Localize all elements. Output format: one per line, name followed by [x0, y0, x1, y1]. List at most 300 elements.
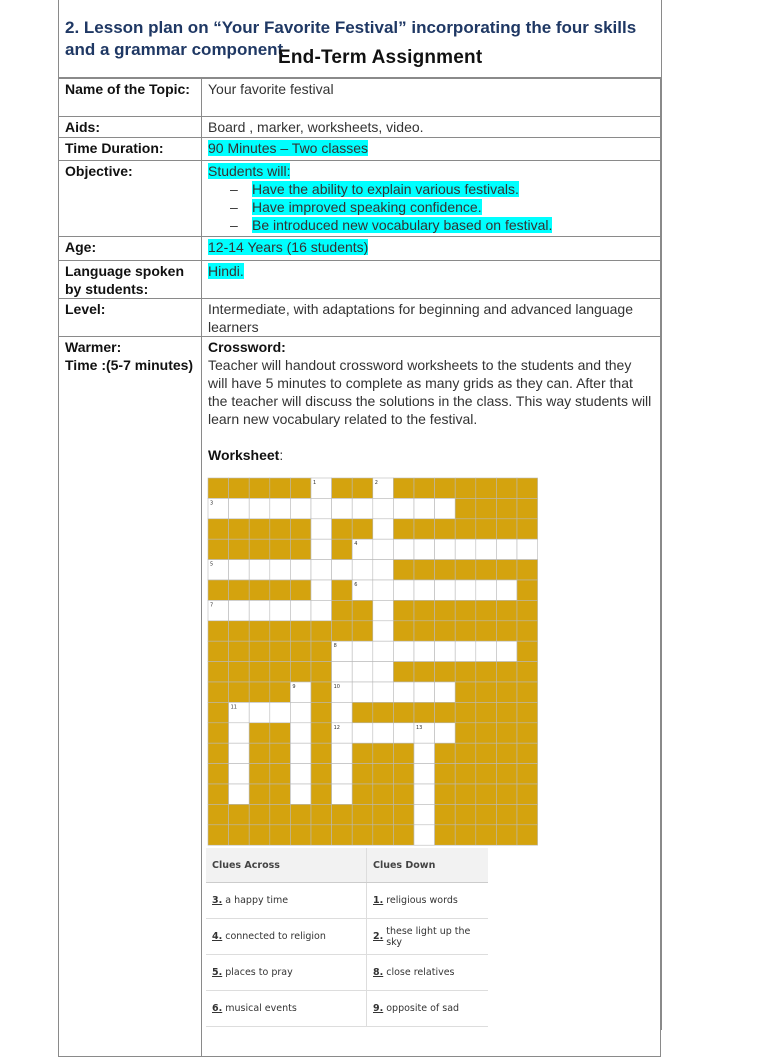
table-row [59, 237, 661, 261]
crossword-cell-block [229, 539, 250, 559]
list-item: – Have the ability to explain various festivals. [230, 181, 519, 197]
crossword-cell-block [496, 682, 517, 702]
crossword-cell-block [476, 621, 497, 641]
table-row [59, 138, 661, 161]
crossword-cell-block [208, 743, 229, 763]
crossword-cell-block [435, 804, 456, 824]
crossword-cell-block [435, 784, 456, 804]
crossword-cell-block [332, 804, 353, 824]
crossword-cell-block [373, 825, 394, 845]
lesson-plan-heading: 2. Lesson plan on “Your Favorite Festival” incorporating the four skills and a grammar component [65, 18, 637, 59]
crossword-cell-block [496, 784, 517, 804]
clue-across: connected to religion [225, 931, 326, 942]
crossword-cell-block [455, 560, 476, 580]
crossword-cell-block [373, 764, 394, 784]
crossword-cell-block [496, 743, 517, 763]
crossword-cell-block [476, 498, 497, 518]
crossword-cell-open [393, 641, 414, 661]
crossword-cell-block [435, 478, 456, 498]
crossword-cell-open [311, 600, 332, 620]
crossword-cell-block [249, 723, 270, 743]
crossword-cell-block [311, 825, 332, 845]
crossword-cell-block [455, 621, 476, 641]
crossword-cell-open [249, 702, 270, 722]
warmer-description: Teacher will handout crossword worksheets to the students and they will have 5 minutes to complete as many grids as they can. After that the teacher will discuss the solutions in the class. This way students will learn new vocabulary related to the festival. [208, 357, 652, 427]
crossword-cell-open [414, 764, 435, 784]
crossword-cell-open [290, 702, 311, 722]
crossword-cell-block [496, 723, 517, 743]
topic-label: Name of the Topic: [59, 79, 202, 117]
crossword-cell-block [208, 784, 229, 804]
crossword-cell-block [414, 519, 435, 539]
aids-value: Board , marker, worksheets, video. [202, 117, 661, 138]
clue-down: opposite of sad [386, 1003, 460, 1014]
crossword-cell-open [435, 539, 456, 559]
crossword-cell-open [373, 723, 394, 743]
crossword-cell-block [373, 743, 394, 763]
crossword-cell-open [435, 723, 456, 743]
warmer-label: Warmer: [65, 339, 122, 355]
crossword-cell-block [496, 519, 517, 539]
crossword-cell-block [455, 702, 476, 722]
crossword-cell-open [229, 560, 250, 580]
language-value: Hindi. [208, 263, 244, 279]
crossword-cell-open [393, 498, 414, 518]
crossword-cell-open [249, 600, 270, 620]
crossword-cell-block [435, 764, 456, 784]
crossword-cell-open [290, 743, 311, 763]
crossword-cell-block [517, 621, 538, 641]
crossword-cell-block [229, 621, 250, 641]
crossword-cell-open [435, 580, 456, 600]
crossword-cell-block [290, 641, 311, 661]
crossword-cell-open [311, 560, 332, 580]
crossword-cell-block [311, 723, 332, 743]
objective-intro: Students will: [208, 163, 291, 179]
crossword-cell-open [290, 498, 311, 518]
crossword-cell-block [229, 682, 250, 702]
crossword-cell-block [208, 621, 229, 641]
crossword-cell-block [290, 804, 311, 824]
crossword-cell-block [517, 519, 538, 539]
crossword-cell-open [476, 641, 497, 661]
crossword-cell-open [229, 743, 250, 763]
crossword-cell-block [352, 702, 373, 722]
crossword-cell-block [270, 621, 291, 641]
crossword-cell-block [435, 560, 456, 580]
crossword-cell-block [496, 825, 517, 845]
crossword-cell-block [311, 682, 332, 702]
crossword-cell-block [517, 580, 538, 600]
crossword-cell-block [208, 764, 229, 784]
crossword-cell-block [249, 825, 270, 845]
crossword-cell-block [455, 743, 476, 763]
table-row [59, 161, 661, 237]
crossword-cell-open [290, 784, 311, 804]
crossword-cell-block [352, 784, 373, 804]
crossword-cell-block [249, 539, 270, 559]
crossword-cell-open [290, 600, 311, 620]
crossword-cell-block [352, 621, 373, 641]
crossword-cell-block [270, 662, 291, 682]
crossword-cell-block [455, 723, 476, 743]
table-row: 5. places to pray 8. close relatives [206, 955, 488, 991]
crossword-number: 5 [210, 561, 214, 568]
crossword-cell-block [332, 580, 353, 600]
crossword-cell-block [393, 662, 414, 682]
crossword-cell-block [208, 702, 229, 722]
crossword-cell-open [332, 662, 353, 682]
crossword-cell-block [414, 478, 435, 498]
crossword-cell-block [290, 478, 311, 498]
crossword-cell-block [496, 662, 517, 682]
crossword-cell-block [249, 682, 270, 702]
crossword-cell-open [290, 764, 311, 784]
crossword-cell-block [270, 519, 291, 539]
crossword-cell-block [455, 498, 476, 518]
crossword-cell-open [373, 641, 394, 661]
crossword-cell-block [373, 804, 394, 824]
crossword-cell-block [393, 560, 414, 580]
crossword-cell-open [373, 560, 394, 580]
crossword-cell-block [455, 478, 476, 498]
crossword-cell-block [208, 662, 229, 682]
crossword-cell-open [290, 723, 311, 743]
crossword-cell-block [476, 723, 497, 743]
crossword-cell-block [435, 743, 456, 763]
crossword-cell-block [517, 560, 538, 580]
crossword-cell-block [332, 478, 353, 498]
crossword-cell-block [476, 600, 497, 620]
crossword-cell-block [332, 519, 353, 539]
crossword-cell-block [435, 702, 456, 722]
crossword-cell-open [373, 539, 394, 559]
clues-header-row [206, 848, 488, 883]
crossword-cell-block [455, 825, 476, 845]
crossword-cell-open [476, 580, 497, 600]
crossword-cell-open [496, 539, 517, 559]
list-item: – Be introduced new vocabulary based on festival. [230, 217, 553, 233]
crossword-cell-block [332, 825, 353, 845]
crossword-cell-open [332, 560, 353, 580]
crossword-cell-open [249, 498, 270, 518]
crossword-title: Crossword: [208, 339, 286, 355]
crossword-cell-block [517, 784, 538, 804]
crossword-cell-block [311, 702, 332, 722]
table-row: 4. connected to religion 2. these light up the sky [206, 919, 488, 955]
objective-label: Objective: [59, 161, 202, 237]
crossword-cell-block [496, 764, 517, 784]
crossword-cell-block [393, 621, 414, 641]
crossword-number: 12 [333, 724, 340, 731]
level-value: Intermediate, with adaptations for beginning and advanced language learners [202, 299, 661, 337]
crossword-cell-block [517, 498, 538, 518]
clue-down: these light up the sky [386, 925, 471, 948]
crossword-number: 4 [354, 541, 358, 548]
table-row: 6. musical events 9. opposite of sad [206, 991, 488, 1027]
crossword-cell-open [311, 539, 332, 559]
crossword-cell-open [414, 641, 435, 661]
crossword-cell-block [311, 804, 332, 824]
crossword-cell-block [311, 621, 332, 641]
crossword-cell-open [311, 498, 332, 518]
table-row: 3. a happy time 1. religious words [206, 883, 488, 919]
crossword-cell-open [373, 580, 394, 600]
crossword-cell-open [332, 764, 353, 784]
crossword-cell-block [476, 560, 497, 580]
crossword-cell-block [476, 519, 497, 539]
crossword-cell-block [249, 478, 270, 498]
crossword-cell-block [208, 539, 229, 559]
crossword-grid [207, 477, 539, 849]
crossword-cell-open [332, 498, 353, 518]
crossword-cell-block [393, 825, 414, 845]
crossword-cell-block [352, 743, 373, 763]
crossword-cell-open [414, 498, 435, 518]
crossword-cell-block [229, 662, 250, 682]
crossword-cell-open [352, 682, 373, 702]
clue-across: a happy time [225, 895, 289, 906]
crossword-cell-block [496, 702, 517, 722]
crossword-number: 10 [333, 684, 340, 690]
crossword-cell-block [476, 682, 497, 702]
crossword-cell-block [517, 682, 538, 702]
crossword-cell-block [476, 764, 497, 784]
crossword-cell-block [311, 784, 332, 804]
crossword-cell-block [496, 621, 517, 641]
crossword-cell-block [455, 804, 476, 824]
worksheet-label: Worksheet [208, 447, 280, 463]
crossword-cell-open [229, 784, 250, 804]
duration-value: 90 Minutes – Two classes [208, 140, 369, 156]
table-row [59, 79, 661, 117]
crossword-cell-open [352, 641, 373, 661]
crossword-cell-open [270, 600, 291, 620]
crossword-cell-block [414, 662, 435, 682]
clue-across: musical events [225, 1003, 297, 1014]
crossword-cell-block [352, 600, 373, 620]
crossword-cell-block [352, 519, 373, 539]
objective-list [208, 180, 654, 234]
crossword-cell-open [414, 743, 435, 763]
crossword-cell-block [393, 764, 414, 784]
crossword-cell-block [517, 662, 538, 682]
crossword-cell-block [517, 702, 538, 722]
crossword-cell-open [496, 641, 517, 661]
crossword-cell-open [373, 600, 394, 620]
crossword-cell-open [435, 498, 456, 518]
crossword-cell-block [208, 580, 229, 600]
crossword-cell-block [476, 784, 497, 804]
crossword-cell-block [270, 764, 291, 784]
crossword-cell-block [290, 580, 311, 600]
list-item: – Have improved speaking confidence. [230, 199, 482, 215]
crossword-cell-open [414, 825, 435, 845]
age-value: 12-14 Years (16 students) [208, 239, 369, 255]
crossword-cell-open [517, 539, 538, 559]
crossword-cell-block [476, 478, 497, 498]
crossword-cell-block [373, 702, 394, 722]
crossword-cell-block [249, 743, 270, 763]
crossword-cell-open [373, 621, 394, 641]
crossword-cell-block [208, 641, 229, 661]
crossword-cell-open [414, 580, 435, 600]
crossword-cell-block [393, 600, 414, 620]
crossword-cell-block [373, 784, 394, 804]
crossword-cell-block [476, 743, 497, 763]
crossword-cell-block [249, 580, 270, 600]
crossword-cell-open [352, 560, 373, 580]
warmer-time: Time :(5-7 minutes) [65, 357, 194, 373]
crossword-cell-block [393, 784, 414, 804]
crossword-cell-block [332, 600, 353, 620]
crossword-cell-open [270, 560, 291, 580]
crossword-cell-open [229, 498, 250, 518]
crossword-cell-block [455, 784, 476, 804]
age-label: Age: [59, 237, 202, 261]
crossword-cell-block [249, 804, 270, 824]
crossword-cell-block [229, 825, 250, 845]
crossword-cell-block [229, 580, 250, 600]
crossword-cell-block [290, 519, 311, 539]
table-row [59, 299, 661, 337]
crossword-cell-open [352, 723, 373, 743]
crossword-cell-block [290, 539, 311, 559]
crossword-cell-block [517, 825, 538, 845]
clue-across: places to pray [225, 967, 293, 978]
crossword-cell-block [352, 825, 373, 845]
crossword-cell-block [270, 804, 291, 824]
crossword-cell-block [229, 478, 250, 498]
crossword-cell-block [311, 764, 332, 784]
crossword-cell-block [435, 662, 456, 682]
crossword-cell-open [229, 764, 250, 784]
crossword-cell-block [517, 764, 538, 784]
crossword-cell-block [270, 539, 291, 559]
crossword-cell-block [414, 621, 435, 641]
clues-across-header: Clues Across [212, 859, 280, 871]
crossword-cell-open [393, 723, 414, 743]
crossword-cell-block [393, 743, 414, 763]
crossword-cell-block [476, 825, 497, 845]
crossword-cell-block [270, 825, 291, 845]
crossword-cell-block [414, 560, 435, 580]
crossword-cell-block [249, 641, 270, 661]
crossword-cell-block [517, 743, 538, 763]
crossword-cell-block [455, 600, 476, 620]
crossword-cell-block [270, 743, 291, 763]
crossword-cell-open [455, 580, 476, 600]
crossword-cell-open [229, 723, 250, 743]
clue-down: close relatives [386, 967, 455, 978]
crossword-cell-block [517, 804, 538, 824]
crossword-number: 9 [292, 684, 296, 690]
crossword-cell-block [270, 682, 291, 702]
crossword-cell-open [414, 804, 435, 824]
crossword-cell-block [332, 621, 353, 641]
crossword-cell-open [435, 682, 456, 702]
crossword-cell-block [229, 519, 250, 539]
crossword-cell-block [476, 702, 497, 722]
clues-table [206, 848, 488, 1027]
crossword-cell-block [352, 764, 373, 784]
aids-label: Aids: [59, 117, 202, 138]
clue-down: religious words [386, 895, 458, 906]
table-row [59, 261, 661, 299]
crossword-cell-open [455, 539, 476, 559]
crossword-number: 7 [210, 602, 214, 609]
crossword-cell-block [208, 478, 229, 498]
crossword-cell-open [270, 498, 291, 518]
table-row [59, 117, 661, 138]
crossword-cell-block [311, 662, 332, 682]
crossword-cell-open [476, 539, 497, 559]
crossword-cell-block [249, 621, 270, 641]
crossword-cell-open [373, 498, 394, 518]
crossword-cell-block [290, 621, 311, 641]
crossword-cell-block [414, 702, 435, 722]
crossword-svg [207, 477, 539, 849]
crossword-cell-open [414, 784, 435, 804]
crossword-cell-block [332, 539, 353, 559]
crossword-cell-block [496, 804, 517, 824]
crossword-number: 3 [210, 500, 214, 507]
crossword-cell-block [476, 804, 497, 824]
crossword-cell-block [249, 662, 270, 682]
crossword-cell-open [414, 682, 435, 702]
crossword-cell-block [517, 723, 538, 743]
crossword-cell-open [332, 702, 353, 722]
crossword-cell-block [208, 804, 229, 824]
level-label: Level: [59, 299, 202, 337]
crossword-cell-open [373, 682, 394, 702]
crossword-cell-block [311, 641, 332, 661]
crossword-number: 11 [230, 704, 237, 711]
crossword-cell-block [496, 560, 517, 580]
crossword-cell-block [455, 519, 476, 539]
crossword-cell-block [393, 702, 414, 722]
crossword-cell-block [496, 478, 517, 498]
crossword-cell-block [249, 519, 270, 539]
crossword-cell-block [435, 825, 456, 845]
crossword-cell-open [311, 580, 332, 600]
crossword-cell-open [496, 580, 517, 600]
crossword-cell-block [476, 662, 497, 682]
crossword-cell-block [496, 498, 517, 518]
crossword-cell-block [229, 804, 250, 824]
crossword-cell-open [352, 498, 373, 518]
crossword-cell-block [393, 478, 414, 498]
assignment-title: End-Term Assignment [278, 47, 483, 68]
crossword-cell-open [290, 560, 311, 580]
crossword-cell-open [435, 641, 456, 661]
crossword-cell-open [373, 519, 394, 539]
crossword-cell-open [393, 539, 414, 559]
crossword-cell-block [455, 764, 476, 784]
crossword-cell-block [270, 784, 291, 804]
table-row: Warmer: Time :(5-7 minutes) Crossword: Teacher will handout crossword worksheets to the students and they will have 5 minutes to complete as many grids as they can. After that the teacher will discuss the solutions in the class. This way students will learn new vocabulary related to the festival. Worksheet: [59, 337, 661, 1057]
crossword-cell-block [249, 764, 270, 784]
crossword-cell-open [249, 560, 270, 580]
crossword-cell-open [373, 662, 394, 682]
crossword-cell-block [208, 825, 229, 845]
crossword-number: 2 [374, 480, 378, 486]
crossword-cell-block [270, 723, 291, 743]
crossword-number: 6 [354, 582, 358, 588]
crossword-cell-block [496, 600, 517, 620]
crossword-cell-block [229, 641, 250, 661]
crossword-cell-open [229, 600, 250, 620]
